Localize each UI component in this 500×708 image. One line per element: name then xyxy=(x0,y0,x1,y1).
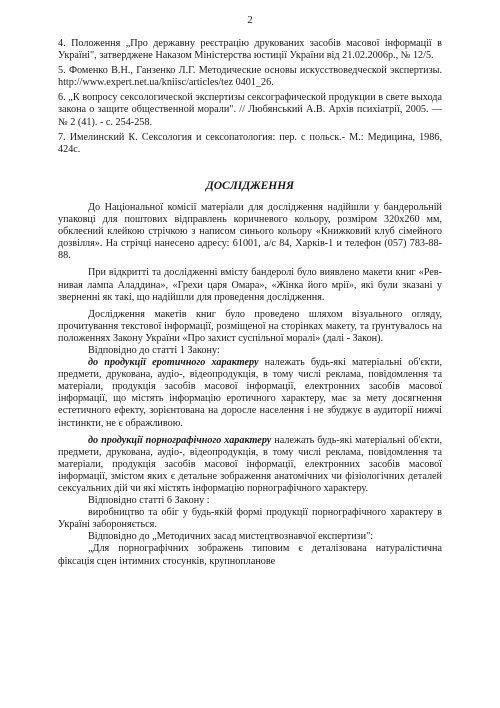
erotic-definition-text: належать будь-які матеріальні об'єкти, предмети, друкована, аудіо-, відеопродукція, в тому числі реклама, повідомлення та матеріали, продукція засобів масової інформації, електронних засобів масової інформації, що містять інформацію еротичного характеру, має за мету досягнення естетичного ефекту, зорієнтована на доросле населення і не збуджує в аудиторії нижчі інстинкти, не є ображливою. xyxy=(58,357,442,429)
reference-item-5: 5. Фоменко В.Н., Ганзенко Л.Г. Методические основы искусствоведческой экспертизы. http://www.expert.net.ua/kniisc/articles/tez 0401_26. xyxy=(58,65,442,89)
paragraph-article-1-intro: Відповідно до статті 1 Закону: xyxy=(88,344,220,356)
paragraph-methodology-intro: Відповідно до „Методичних засад мистецтвознавчої експертизи": xyxy=(88,531,374,543)
page-content xyxy=(58,38,442,568)
paragraph-article-6-intro: Відповідно статті 6 Закону : xyxy=(88,495,210,507)
section-title: ДОСЛІДЖЕННЯ xyxy=(205,179,295,192)
term-porn: до продукції порнографічного характеру xyxy=(88,434,272,446)
page-number: 2 xyxy=(247,14,253,26)
term-erotic: до продукції еротичного характеру xyxy=(88,357,259,369)
paragraph-received-materials: До Національної комісії матеріали для дослідження надійшли у бандерольній упаковці для поштових відправлень коричневого кольору, розміром 320х260 мм, обклеєний клейкою стрічкою з написом синього кольору «Книжковий клуб сімейного дозвілля». На стрічці нанесено адресу: 61001, а/с 84, Харків-1 и телефон (057) 783-88-88. xyxy=(58,201,442,262)
paragraph-article-6-text: виробництво та обіг у будь-якій формі продукції порнографічного характеру в Україні забороняється. xyxy=(58,507,442,531)
reference-item-4: 4. Положення „Про державну реєстрацію друкованих засобів масової інформації в Україні", затверджене Наказом Міністерства юстиції України від 21.02.2006р., № 12/5. xyxy=(58,38,442,62)
reference-item-6: 6. „К вопросу сексологической экспертизы сексографической продукции в свете выхода закона о защите общественной морали". // Любянський А.В. Архів психіатрії, 2005. — № 2 (41). - с. 254-258. xyxy=(58,92,442,128)
paragraph-method: Дослідження макетів книг було проведено шляхом візуального огляду, прочитування текстової інформації, розміщеної на сторінках макету, та ґрунтувалось на положеннях Закону України «Про захист суспільної моралі» (далі - Закон). xyxy=(58,308,442,344)
reference-item-7: 7. Имелинский К. Сексология и сексопатология: пер. с польск.- М.: Медицина, 1986, 424с. xyxy=(58,131,442,155)
paragraph-methodology-quote: „Для порнографічних зображень типовим є деталізована натуралістична фіксація сцен інтимних стосунків, крупнопланове xyxy=(58,543,442,567)
paragraph-package-contents: При відкритті та дослідженні вмісту бандеролі було виявлено макети книг «Ревнивая лампа Аладдина», «Грехи царя Омара», «Жінка його мрії», які були зказані у зверненні як такі, що надійшли для проведення дослідження. xyxy=(58,267,442,303)
paragraph-erotic-definition xyxy=(58,357,442,430)
paragraph-porn-definition xyxy=(58,435,442,495)
porn-definition-text: належать будь-які матеріальні об'єкти, предмети, друкована, аудіо-, відеопродукція, в тому числі реклама, повідомлення та матеріали, продукція засобів масової інформації, електронних засобів масової інформації, змістом яких є детальне зображення анатомічних чи фізіологічних деталей сексуальних дій чи які містять інформацію порнографічного характеру. xyxy=(58,434,442,494)
